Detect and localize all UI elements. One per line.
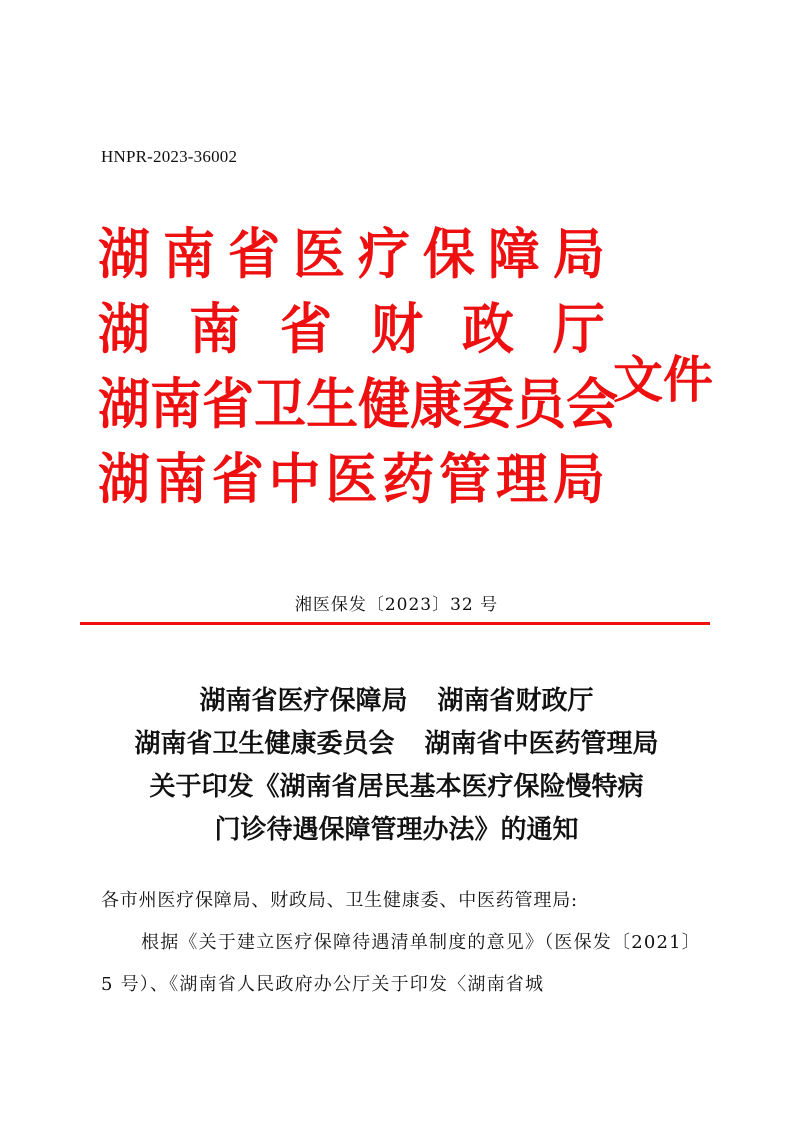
agency-char: 员 [514,373,567,437]
agency-char: 管 [439,448,492,512]
title-agency-1: 湖南省医疗保障局 [199,686,408,716]
agency-line-2 [98,291,605,370]
title-agency-3: 湖南省卫生健康委员会 [134,729,395,759]
agency-char: 省 [211,448,264,512]
agency-char: 湖 [98,223,151,287]
agency-char: 局 [552,448,605,512]
agency-char: 局 [552,223,605,287]
document-code: HNPR-2023-36002 [101,147,238,166]
agency-char: 湖 [98,298,151,362]
red-separator-rule [80,622,710,625]
agency-char: 康 [410,373,463,437]
agency-char: 省 [202,373,255,437]
agency-char: 财 [370,298,423,362]
agency-char: 生 [306,373,359,437]
agency-char: 障 [487,223,540,287]
title-line-1 [0,680,793,723]
file-suffix: 文件 [613,351,713,409]
agency-char: 南 [162,223,215,287]
addressee: 各市州医疗保障局、财政局、卫生健康委、中医药管理局: [101,890,578,911]
agency-char: 湖 [98,448,151,512]
agency-char: 药 [382,448,435,512]
agency-char: 省 [227,223,280,287]
agency-char: 湖 [98,373,151,437]
title-agency-4: 湖南省中医药管理局 [424,729,659,759]
agency-line-1 [98,216,605,295]
agency-char: 医 [325,448,378,512]
document-number: 湘医保发〔2023〕32 号 [294,595,499,615]
agency-char: 理 [496,448,549,512]
agency-line-3 [98,366,619,445]
agency-char: 中 [268,448,321,512]
agency-char: 疗 [357,223,410,287]
body-paragraph: 根据《关于建立医疗保障待遇清单制度的意见》（医保发〔2021〕5 号）、《湖南省人民政府办公厅关于印发〈湖南省城 [101,932,702,995]
agency-char: 南 [154,448,207,512]
agency-line-4 [98,441,605,520]
agency-char: 政 [461,298,514,362]
agency-char: 会 [566,373,619,437]
agency-char: 健 [358,373,411,437]
agency-char: 委 [462,373,515,437]
agency-char: 南 [150,373,203,437]
agency-char: 省 [279,298,332,362]
title-line-3: 关于印发《湖南省居民基本医疗保险慢特病 [149,772,644,802]
title-agency-2: 湖南省财政厅 [437,686,594,716]
agency-char: 医 [292,223,345,287]
issuing-agencies [98,218,619,518]
agency-char: 卫 [254,373,307,437]
agency-char: 厅 [552,298,605,362]
agency-char: 南 [188,298,241,362]
agency-char: 保 [422,223,475,287]
title-line-4: 门诊待遇保障管理办法》的通知 [214,815,579,845]
notice-title [0,680,793,852]
title-line-2 [0,723,793,766]
